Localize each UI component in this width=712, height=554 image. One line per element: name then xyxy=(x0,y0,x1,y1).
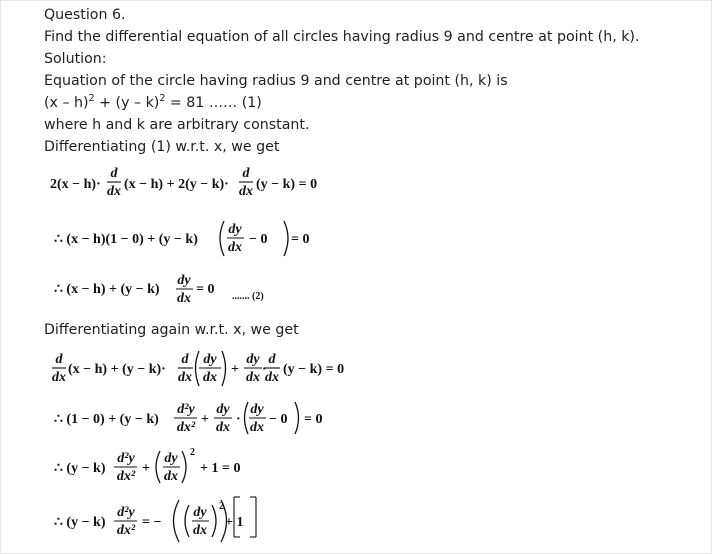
question-text: Find the differential equation of all circles having radius 9 and centre at point (h, k). xyxy=(44,29,640,45)
circle-eq-part3: = 81 …… (1) xyxy=(165,95,262,111)
question-label: Question 6. xyxy=(44,7,126,23)
eq-g-d2y-den: dx² xyxy=(116,523,136,538)
equation-intro: Equation of the circle having radius 9 and centre at point (h, k) is xyxy=(44,73,508,89)
eq-a-d2-num: d xyxy=(242,166,250,181)
eq-g-dy-den: dx xyxy=(193,523,207,538)
eq-g-term3: + 1 xyxy=(225,515,244,530)
eq-b-dy-num: dy xyxy=(228,222,242,237)
eq-f-dy-num: dy xyxy=(164,451,178,466)
eq-f-term1: ∴ (y − k) xyxy=(54,461,106,476)
eq-a-d2-den: dx xyxy=(239,184,253,199)
eq-c-term2: = 0 xyxy=(196,282,215,297)
eq-e-dy2-num: dy xyxy=(250,402,264,417)
circle-eq-exp2: 2 xyxy=(159,93,166,104)
eq-c-dy-num: dy xyxy=(177,273,191,288)
eq-b-term3: = 0 xyxy=(291,232,310,247)
eq-d-d-num: d xyxy=(55,352,63,367)
eq-e-term2: − 0 xyxy=(269,412,288,427)
eq-a-d1-num: d xyxy=(110,166,118,181)
solution-label: Solution: xyxy=(44,51,107,67)
eq-a-term1: 2(x − h)· xyxy=(50,177,101,192)
eq-d-dot: · xyxy=(262,362,267,377)
eq-f-d2y-den: dx² xyxy=(116,469,136,484)
eq-c-dy-den: dx xyxy=(177,291,191,306)
eq-e-plus: + xyxy=(201,412,209,427)
eq-e-d2y-den: dx² xyxy=(176,420,196,435)
eq-b-term1: ∴ (x − h)(1 − 0) + (y − k) xyxy=(54,232,198,247)
eq-d-d3-num: dy xyxy=(246,352,260,367)
eq-e-term1: ∴ (1 − 0) + (y − k) xyxy=(54,412,159,427)
circle-eq-part1: (x – h) xyxy=(44,95,89,111)
eq-e-term3: = 0 xyxy=(304,412,323,427)
eq-f-d2y-num: d²y xyxy=(117,451,135,466)
eq-e-dy-den: dx xyxy=(216,420,230,435)
arbitrary-note: where h and k are arbitrary constant. xyxy=(44,117,310,133)
eq-b-dy-den: dx xyxy=(228,240,242,255)
eq-g-dy-num: dy xyxy=(193,505,207,520)
eq-b-term2: − 0 xyxy=(249,232,268,247)
eq-e-d2y-num: d²y xyxy=(177,402,195,417)
eq-a-term2: (x − h) + 2(y − k)· xyxy=(124,177,229,192)
eq-f-exponent: 2 xyxy=(190,447,195,458)
eq-f-dy-den: dx xyxy=(164,469,178,484)
circle-eq-exp1: 2 xyxy=(88,93,95,104)
differentiating-again-intro: Differentiating again w.r.t. x, we get xyxy=(44,322,299,338)
eq-f-plus: + xyxy=(142,461,150,476)
eq-g-exponent: 2 xyxy=(219,501,224,512)
eq-a-d1-den: dx xyxy=(107,184,121,199)
eq-e-dy2-den: dx xyxy=(250,420,264,435)
eq-a-term3: (y − k) = 0 xyxy=(256,177,318,192)
eq-d-d2-num: d xyxy=(181,352,189,367)
eq-c-label: ....... (2) xyxy=(232,291,264,302)
eq-g-d2y-num: d²y xyxy=(117,505,135,520)
eq-d-d4-den: dx xyxy=(265,370,279,385)
eq-d-dy-num: dy xyxy=(203,352,217,367)
eq-d-d4-num: d xyxy=(268,352,276,367)
eq-e-dot: · xyxy=(236,412,241,427)
eq-f-term2: + 1 = 0 xyxy=(200,461,241,476)
eq-g-term1: ∴ (y − k) xyxy=(54,515,106,530)
eq-d-d2-den: dx xyxy=(178,370,192,385)
eq-c-term1: ∴ (x − h) + (y − k) xyxy=(54,282,160,297)
differentiating-intro: Differentiating (1) w.r.t. x, we get xyxy=(44,139,280,155)
eq-d-term1: (x − h) + (y − k)· xyxy=(68,362,166,377)
circle-eq-part2: + (y – k) xyxy=(94,95,160,111)
eq-d-term2: (y − k) = 0 xyxy=(283,362,345,377)
eq-g-term2: = − xyxy=(142,515,162,530)
eq-d-plus: + xyxy=(231,362,239,377)
eq-d-d3-den: dx xyxy=(246,370,260,385)
eq-d-d-den: dx xyxy=(52,370,66,385)
eq-d-dy-den: dx xyxy=(203,370,217,385)
eq-e-dy-num: dy xyxy=(216,402,230,417)
